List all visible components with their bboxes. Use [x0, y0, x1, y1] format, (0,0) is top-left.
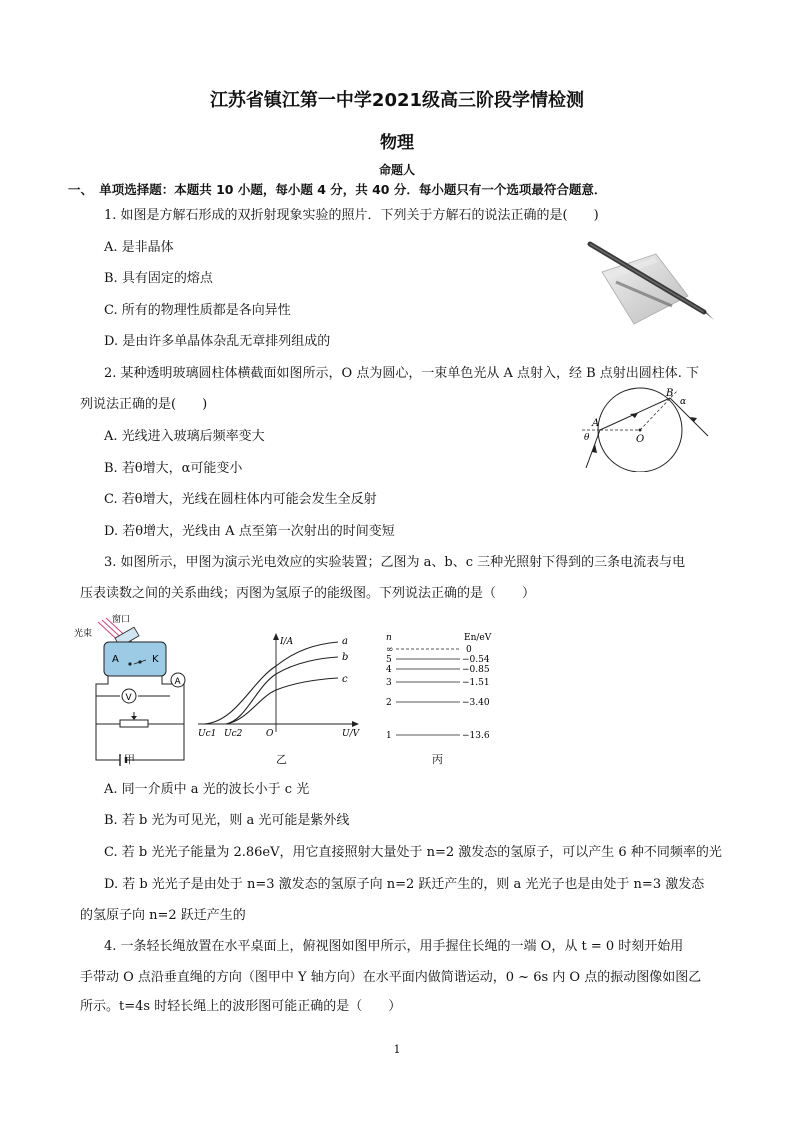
label-alpha: α: [680, 397, 687, 407]
q3-option-b: B. 若 b 光为可见光，则 a 光可能是紫外线: [104, 813, 350, 828]
svg-text:4: 4: [386, 665, 392, 675]
q2-stem-line2: 列说法正确的是( ): [80, 397, 208, 412]
svg-text:1: 1: [386, 731, 392, 741]
beam-label: 光束: [74, 629, 93, 639]
uc1-label: Uc1: [198, 729, 217, 739]
svg-text:−0.85: −0.85: [462, 665, 490, 675]
origin-label: O: [266, 729, 274, 739]
q3-stem-line1: 3. 如图所示，甲图为演示光电效应的实验装置；乙图为 a、b、c 三种光照射下得到的三条电流表与电: [104, 555, 686, 570]
label-theta: θ: [584, 433, 590, 443]
svg-text:−13.6: −13.6: [462, 731, 490, 741]
q1-option-a: A. 是非晶体: [104, 240, 174, 255]
glass-cylinder-diagram: [578, 382, 713, 472]
curve-a-label: a: [342, 636, 348, 647]
caption-jia: 甲: [124, 753, 135, 766]
cathode-label: K: [152, 654, 159, 665]
q2-option-b: B. 若θ增大，α可能变小: [104, 461, 243, 476]
label-o: O: [636, 434, 645, 445]
caption-bing: 丙: [432, 753, 443, 766]
svg-text:0: 0: [466, 645, 472, 655]
q2-option-c: C. 若θ增大，光线在圆柱体内可能会发生全反射: [104, 492, 377, 507]
level-5: [386, 655, 490, 665]
svg-text:−1.51: −1.51: [462, 678, 490, 688]
uc2-label: Uc2: [224, 729, 243, 739]
curve-c-label: c: [342, 674, 348, 685]
level-3: [386, 678, 490, 688]
anode-label: A: [112, 654, 119, 665]
iu-curve-chart: [196, 632, 368, 740]
q3-option-c: C. 若 b 光光子能量为 2.86eV，用它直接照射大量处于 n=2 激发态的氢原子，可以产生 6 种不同频率的光: [104, 845, 722, 860]
svg-text:2: 2: [386, 698, 392, 708]
photoelectric-apparatus-diagram: [74, 612, 196, 772]
page-number: 1: [393, 1043, 401, 1056]
level-2: [386, 698, 490, 708]
voltmeter-label: V: [125, 693, 132, 703]
q1-stem: 1. 如图是方解石形成的双折射现象实验的照片．下列关于方解石的说法正确的是( ): [104, 208, 599, 223]
level-1: [386, 731, 490, 741]
q1-option-c: C. 所有的物理性质都是各向异性: [104, 303, 291, 318]
level-inf: [386, 645, 472, 655]
n-header: n: [386, 633, 392, 643]
svg-text:−3.40: −3.40: [462, 698, 490, 708]
q3-option-d-line1: D. 若 b 光光子是由处于 n=3 激发态的氢原子向 n=2 跃迁产生的，则 a 光光子也是由处于 n=3 激发态: [104, 877, 705, 892]
q4-stem-line3: 所示。t=4s 时轻长绳上的波形图可能正确的是（ ）: [80, 999, 402, 1014]
q4-stem-line1: 4. 一条轻长绳放置在水平桌面上，俯视图如图甲所示，用手握住长绳的一端 O，从 t = 0 时刻开始用: [104, 939, 684, 954]
q3-stem-line2: 压表读数之间的关系曲线；丙图为氢原子的能级图。下列说法正确的是（ ）: [80, 586, 536, 601]
curve-b-label: b: [342, 652, 349, 663]
q3-option-a: A. 同一介质中 a 光的波长小于 c 光: [104, 782, 310, 797]
energy-level-diagram: [382, 630, 522, 745]
svg-text:5: 5: [386, 655, 392, 665]
q2-option-d: D. 若θ增大，光线由 A 点至第一次射出的时间变短: [104, 524, 395, 539]
x-axis-label: U/V: [342, 729, 360, 739]
label-a: A: [592, 418, 600, 429]
subject-title: 物理: [380, 133, 414, 153]
q3-option-d-line2: 的氢原子向 n=2 跃迁产生的: [80, 908, 246, 923]
q1-option-b: B. 具有固定的熔点: [104, 271, 213, 286]
caption-yi: 乙: [276, 753, 287, 766]
level-4: [386, 665, 490, 675]
exam-title: 江苏省镇江第一中学2021级高三阶段学情检测: [209, 90, 585, 111]
svg-text:3: 3: [386, 678, 392, 688]
svg-text:∞: ∞: [386, 645, 394, 655]
energy-header: En/eV: [464, 633, 492, 643]
author-label: 命题人: [378, 163, 415, 177]
q2-stem-line1: 2. 某种透明玻璃圆柱体横截面如图所示，O 点为圆心，一束单色光从 A 点射入，经 B 点射出圆柱体. 下: [104, 366, 700, 381]
svg-text:−0.54: −0.54: [462, 655, 490, 665]
label-b: B: [666, 388, 674, 399]
window-label: 窗口: [112, 615, 131, 625]
calcite-photo: [576, 240, 716, 330]
y-axis-label: I/A: [280, 637, 294, 647]
q1-option-d: D. 是由许多单晶体杂乱无章排列组成的: [104, 334, 331, 349]
ammeter-label: A: [174, 677, 181, 687]
q4-stem-line2: 手带动 O 点沿垂直绳的方向（图甲中 Y 轴方向）在水平面内做简谐运动，0 ~ 6s 内 O 点的振动图像如图乙: [80, 970, 702, 985]
section-heading: 一、 单项选择题：本题共 10 小题，每小题 4 分，共 40 分．每小题只有一个选项最符合题意．: [68, 182, 607, 197]
q2-option-a: A. 光线进入玻璃后频率变大: [104, 429, 265, 444]
